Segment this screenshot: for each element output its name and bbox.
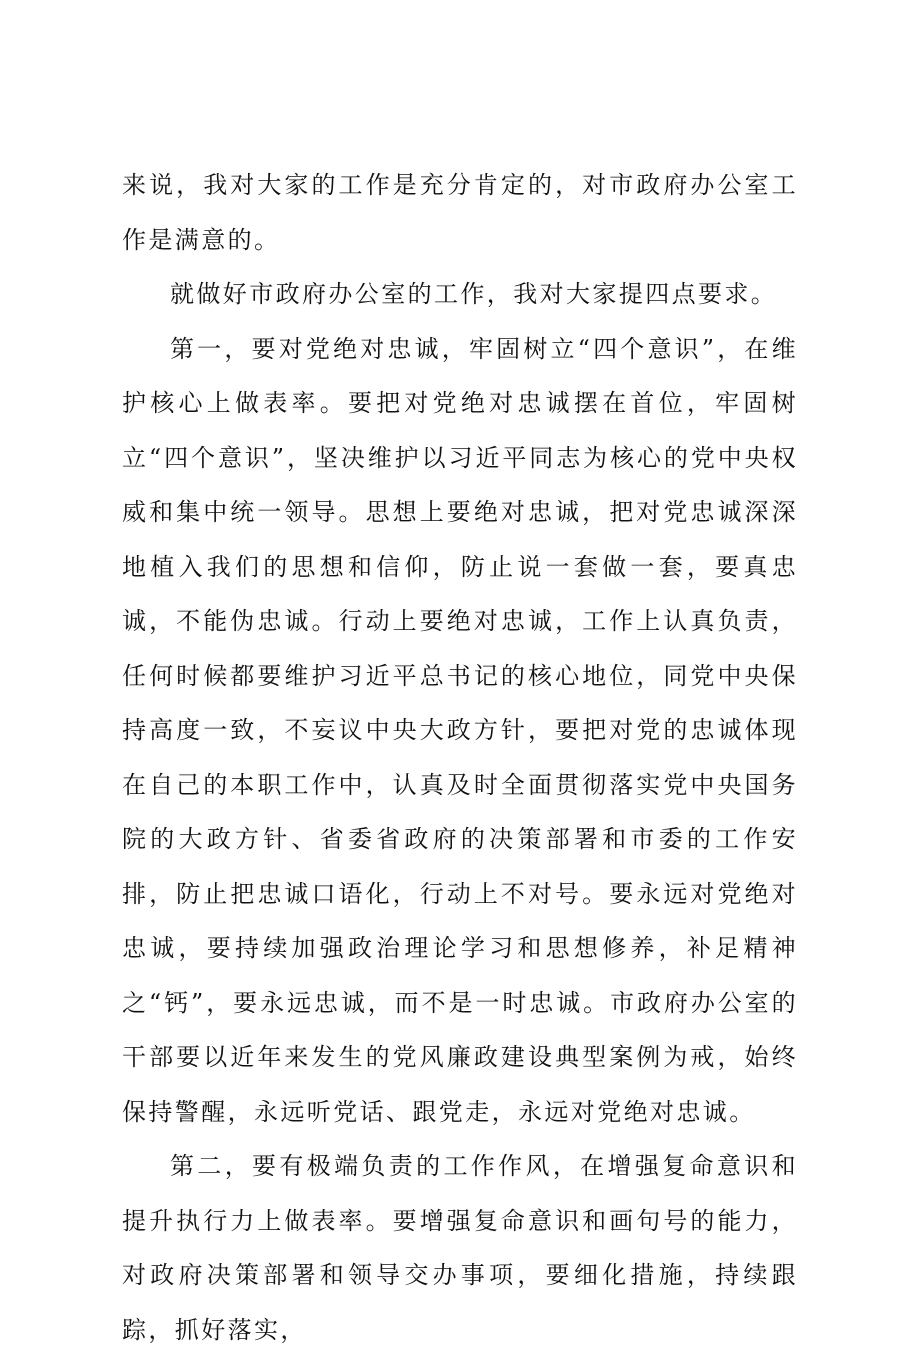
paragraph-point-two: 第二，要有极端负责的工作作风，在增强复命意识和提升执行力上做表率。要增强复命意识和画句号的能力，对政府决策部署和领导交办事项，要细化措施，持续跟踪，抓好落实，	[122, 1152, 798, 1344]
paragraph-requirements-intro: 就做好市政府办公室的工作，我对大家提四点要求。	[170, 280, 778, 308]
paragraph-continued: 来说，我对大家的工作是充分肯定的，对市政府办公室工作是满意的。	[122, 171, 798, 254]
paragraph-point-one: 第一，要对党绝对忠诚，牢固树立“四个意识”，在维护核心上做表率。要把对党绝对忠诚摆在首位，牢固树立“四个意识”，坚决维护以习近平同志为核心的党中央权威和集中统一领导。思想上要绝对忠诚，把对党忠诚深深地植入我们的思想和信仰，防止说一套做一套，要真忠诚，不能伪忠诚。行动上要绝对忠诚，工作上认真负责，任何时候都要维护习近平总书记的核心地位，同党中央保持高度一致，不妄议中央大政方针，要把对党的忠诚体现在自己的本职工作中，认真及时全面贯彻落实党中央国务院的大政方针、省委省政府的决策部署和市委的工作安排，防止把忠诚口语化，行动上不对号。要永远对党绝对忠诚，要持续加强政治理论学习和思想修养，补足精神之“钙”，要永远忠诚，而不是一时忠诚。市政府办公室的干部要以近年来发生的党风廉政建设典型案例为戒，始终保持警醒，永远听党话、跟党走，永远对党绝对忠诚。	[122, 334, 798, 1126]
document-body	[122, 158, 798, 1357]
